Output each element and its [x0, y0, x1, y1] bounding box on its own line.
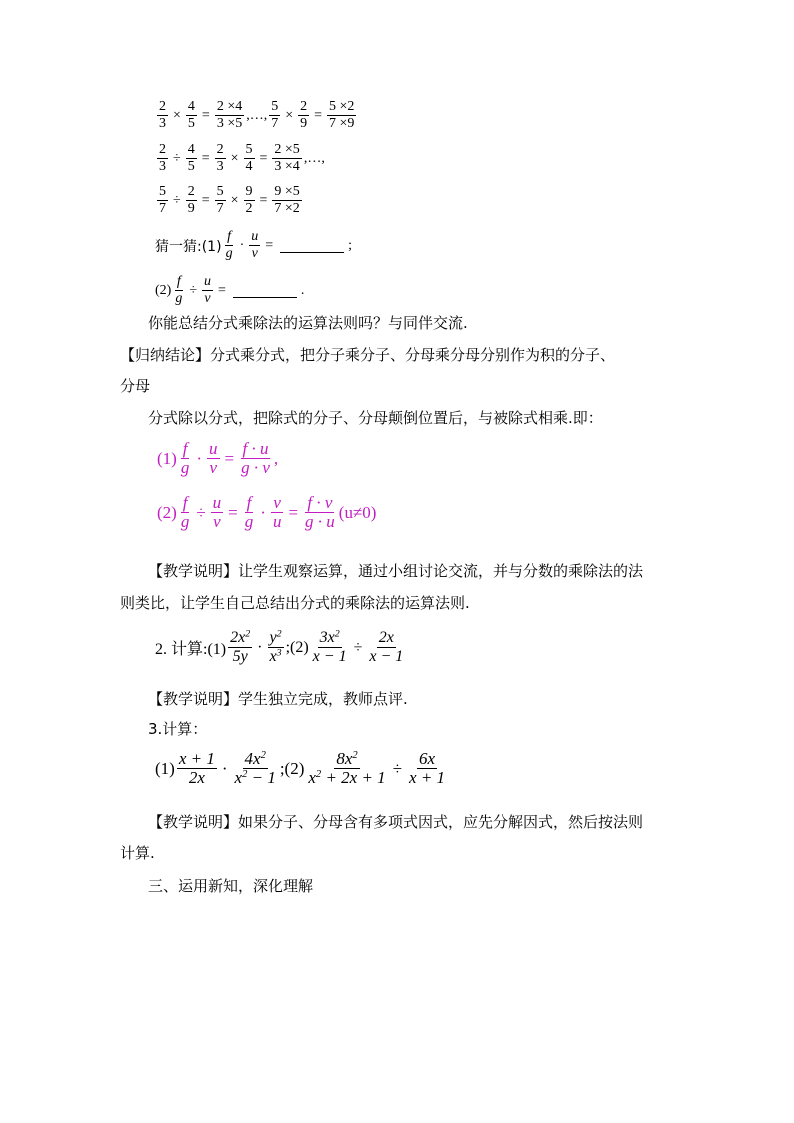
fraction: $\frac{f}{g}$: [244, 493, 254, 531]
fraction: $\frac{9}{2}$: [245, 184, 253, 216]
fraction: $\frac{u}{v}$: [212, 493, 222, 531]
fraction: $\frac{2}{9}$: [300, 99, 308, 131]
fraction: $\frac{6x}{x + 1}$: [409, 749, 446, 787]
paragraph: 【教学说明】学生独立完成，教师点评.: [148, 690, 408, 708]
fraction: $\frac{2}{3}$: [159, 142, 166, 174]
paragraph: 计算.: [120, 844, 155, 862]
fraction: $\frac{5}{7}$: [271, 99, 279, 131]
fraction: $\frac{5}{7}$: [159, 184, 166, 216]
fraction: $\frac{2x}{x - 1}$: [369, 629, 404, 665]
fraction: $\frac{f}{g}$: [175, 274, 183, 306]
fraction: $\frac{f \cdot v}{g \cdot u}$: [305, 493, 335, 531]
paragraph: 【教学说明】让学生观察运算，通过小组讨论交流，并与分数的乘除法的法: [148, 562, 644, 580]
example-divide-line-1: $\frac{2}{3}$ ÷ $\frac{4}{5}$ = $\frac{2}{3}$ × $\frac{5}{4}$ = $\frac{2 \times 5}{3 \times 4}$ ,…,: [159, 142, 325, 174]
fraction: $\frac{4}{5}$: [187, 99, 195, 131]
rule-divide: (2) $\frac{f}{g}$ ÷ $\frac{u}{v}$ = $\frac{f}{g}$ · $\frac{v}{u}$ = $\frac{f \cdot v}{g \cdot u}$ (u≠0): [157, 493, 377, 531]
fraction: $\frac{u}{v}$: [209, 439, 218, 477]
paragraph: 【归纳结论】分式乘分式，把分子乘分子、分母乘分母分别作为积的分子、: [120, 346, 616, 364]
fraction: $\frac{u}{v}$: [204, 274, 212, 306]
guess-line-2: (2) $\frac{f}{g}$ ÷ $\frac{u}{v}$ = .: [155, 274, 305, 306]
section-heading: 三、运用新知，深化理解: [148, 877, 314, 895]
paragraph: 分式除以分式，把除式的分子、分母颠倒位置后，与被除式相乘.即：: [148, 409, 603, 427]
fraction: $\frac{2}{3}$: [159, 99, 166, 131]
fraction: $\frac{2}{3}$: [216, 142, 224, 174]
fraction: $\frac{8x^2}{x^2 + 2x + 1}$: [308, 749, 386, 787]
fraction: $\frac{4x^2}{x^2 - 1}$: [234, 749, 276, 787]
fraction: $\frac{2x^2}{5y}$: [230, 628, 251, 665]
paragraph: 则类比，让学生自己总结出分式的乘除法的运算法则.: [120, 594, 470, 612]
calc-3-line: (1) $\frac{x + 1}{2x}$ · $\frac{4x^2}{x^2 - 1}$ ;(2) $\frac{8x^2}{x^2 + 2x + 1}$ ÷ $\frac{6x}{x + 1}$: [155, 749, 446, 787]
fraction: $\frac{f}{g}$: [225, 229, 233, 261]
example-multiply-line: $\frac{2}{3}$ × $\frac{4}{5}$ = $\frac{2 \times 4}{3 \times 5}$ ,…, $\frac{5}{7}$ × $\frac{2}{9}$ = $\frac{5 \times 2}{7 \times 9}$: [159, 99, 355, 131]
fraction: $\frac{2 \times 5}{3 \times 4}$: [274, 142, 300, 174]
answer-blank[interactable]: [280, 238, 344, 253]
fraction: $\frac{5}{4}$: [245, 142, 253, 174]
calc-2-line: 2. 计算:(1) $\frac{2x^2}{5y}$ · $\frac{y^2}{x^3}$ ;(2) $\frac{3x^2}{x - 1}$ ÷ $\frac{2x}{x - 1}$: [155, 628, 404, 665]
paragraph: 分母: [120, 377, 151, 395]
fraction: $\frac{5}{7}$: [216, 184, 224, 216]
answer-blank[interactable]: [233, 283, 297, 298]
fraction: $\frac{9 \times 5}{7 \times 2}$: [274, 184, 300, 216]
guess-line-1: 猜一猜:(1) $\frac{f}{g}$ · $\frac{u}{v}$ = ;: [155, 229, 353, 261]
fraction: $\frac{f}{g}$: [180, 439, 190, 477]
fraction: $\frac{x + 1}{2x}$: [178, 749, 215, 787]
rule-multiply: (1) $\frac{f}{g}$ · $\frac{u}{v}$ = $\frac{f \cdot u}{g \cdot v}$ ,: [157, 439, 279, 477]
paragraph: 【教学说明】如果分子、分母含有多项式因式，应先分解因式，然后按法则: [148, 813, 644, 831]
fraction: $\frac{2}{9}$: [187, 184, 195, 216]
fraction: $\frac{5 \times 2}{7 \times 9}$: [329, 99, 355, 131]
fraction: $\frac{3x^2}{x - 1}$: [312, 628, 347, 665]
fraction: $\frac{u}{v}$: [251, 229, 259, 261]
fraction: $\frac{2 \times 4}{3 \times 5}$: [216, 99, 243, 131]
paragraph: 你能总结分式乘除法的运算法则吗？与同伴交流.: [148, 314, 468, 332]
fraction: $\frac{v}{u}$: [272, 493, 282, 531]
fraction: $\frac{f \cdot u}{g \cdot v}$: [241, 439, 270, 477]
paragraph: 3.计算：: [148, 720, 208, 738]
example-divide-line-2: $\frac{5}{7}$ ÷ $\frac{2}{9}$ = $\frac{5}{7}$ × $\frac{9}{2}$ = $\frac{9 \times 5}{7 \times 2}$: [159, 184, 300, 216]
fraction: $\frac{4}{5}$: [187, 142, 195, 174]
fraction: $\frac{f}{g}$: [180, 493, 190, 531]
fraction: $\frac{y^2}{x^3}$: [269, 628, 282, 665]
